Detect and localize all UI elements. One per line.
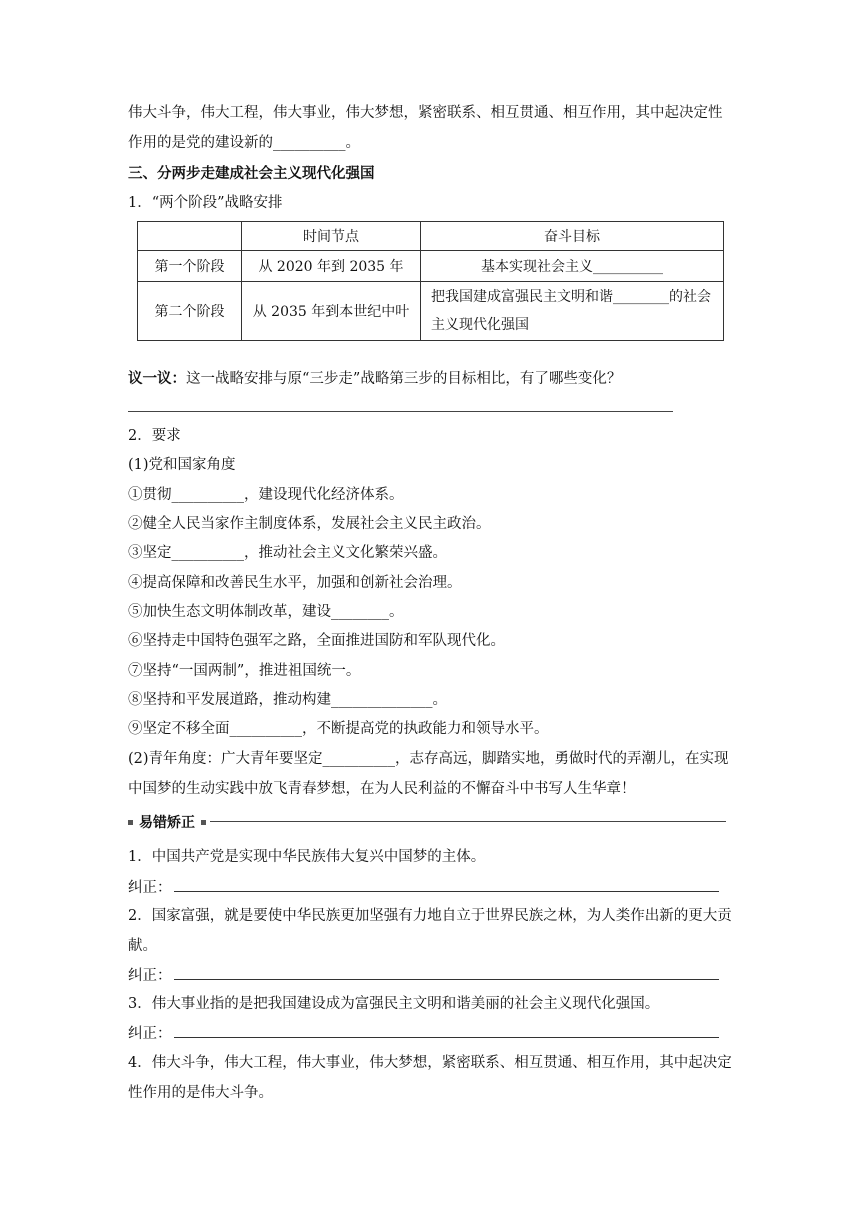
requirement-item: ⑤加快生态文明体制改革，建设________。 (128, 604, 404, 620)
time-cell: 从 2035 年到本世纪中叶 (242, 282, 421, 341)
correction-label: 纠正： (128, 880, 172, 896)
square-bullet-icon (201, 820, 206, 825)
item-1-heading: 1．“两个阶段”战略安排 (128, 195, 283, 211)
correction-header-label: 易错矫正 (139, 815, 195, 831)
requirement-item: ⑦坚持“一国两制”，推进祖国统一。 (128, 663, 361, 679)
table-header-row (138, 222, 724, 251)
discuss-question (128, 369, 621, 389)
requirement-item: ③坚定__________，推动社会主义文化繁荣兴盛。 (128, 545, 447, 561)
correction-label: 纠正： (128, 968, 172, 984)
requirement-item: ⑧坚持和平发展道路，推动构建______________。 (128, 692, 447, 708)
correction-answer-row (128, 965, 719, 986)
correction-answer-row (128, 1023, 719, 1044)
party-state-heading: (1)党和国家角度 (128, 457, 236, 473)
table-header-cell (138, 222, 242, 251)
square-bullet-icon (128, 820, 133, 825)
correction-statement: 3．伟大事业指的是把我国建设成为富强民主文明和谐美丽的社会主义现代化强国。 (128, 996, 660, 1012)
table-header-cell: 时间节点 (242, 222, 421, 251)
correction-answer-field[interactable] (174, 1023, 719, 1038)
correction-label: 纠正： (128, 1026, 172, 1042)
requirement-item: ①贯彻__________，建设现代化经济体系。 (128, 487, 404, 503)
correction-statement: 1．中国共产党是实现中华民族伟大复兴中国梦的主体。 (128, 849, 486, 865)
correction-statement: 2．国家富强，就是要使中华民族更加坚强有力地自立于世界民族之林，为人类作出新的更大贡献。 (128, 908, 732, 954)
table-header-cell: 奋斗目标 (421, 222, 724, 251)
requirement-item: ⑨坚定不移全面__________，不断提高党的执政能力和领导水平。 (128, 721, 549, 737)
correction-answer-field[interactable] (174, 877, 719, 892)
requirement-item: ②健全人民当家作主制度体系，发展社会主义民主政治。 (128, 516, 491, 532)
correction-section-header (128, 812, 206, 832)
strategy-table (137, 221, 724, 341)
stage-cell: 第二个阶段 (138, 282, 242, 341)
youth-paragraph: (2)青年角度：广大青年要坚定__________，志存高远，脚踏实地，勇做时代的弄潮儿，在实现中国梦的生动实践中放飞青春梦想，在为人民利益的不懈奋斗中书写人生华章！ (128, 751, 729, 797)
correction-answer-field[interactable] (174, 965, 719, 980)
section-3-heading: 三、分两步走建成社会主义现代化强国 (128, 166, 375, 182)
requirement-item: ④提高保障和改善民生水平，加强和创新社会治理。 (128, 575, 462, 591)
correction-statement: 4．伟大斗争，伟大工程，伟大事业，伟大梦想，紧密联系、相互贯通、相互作用，其中起决定性作用的是伟大斗争。 (128, 1055, 732, 1101)
table-row (138, 251, 724, 282)
discuss-text: 这一战略安排与原“三步走”战略第三步的目标相比，有了哪些变化？ (186, 371, 622, 387)
item-2-heading: 2．要求 (128, 428, 181, 444)
section-divider (210, 821, 726, 822)
stage-cell: 第一个阶段 (138, 251, 242, 282)
goal-cell: 基本实现社会主义__________ (421, 251, 724, 282)
answer-line (128, 411, 673, 412)
discuss-label: 议一议： (128, 371, 186, 387)
table-row (138, 282, 724, 341)
requirement-item: ⑥坚持走中国特色强军之路，全面推进国防和军队现代化。 (128, 633, 505, 649)
time-cell: 从 2020 年到 2035 年 (242, 251, 421, 282)
correction-answer-row (128, 877, 719, 898)
intro-paragraph: 伟大斗争，伟大工程，伟大事业，伟大梦想，紧密联系、相互贯通、相互作用，其中起决定性作用的是党的建设新的__________。 (128, 105, 723, 151)
goal-cell: 把我国建成富强民主文明和谐________的社会主义现代化强国 (421, 282, 724, 341)
